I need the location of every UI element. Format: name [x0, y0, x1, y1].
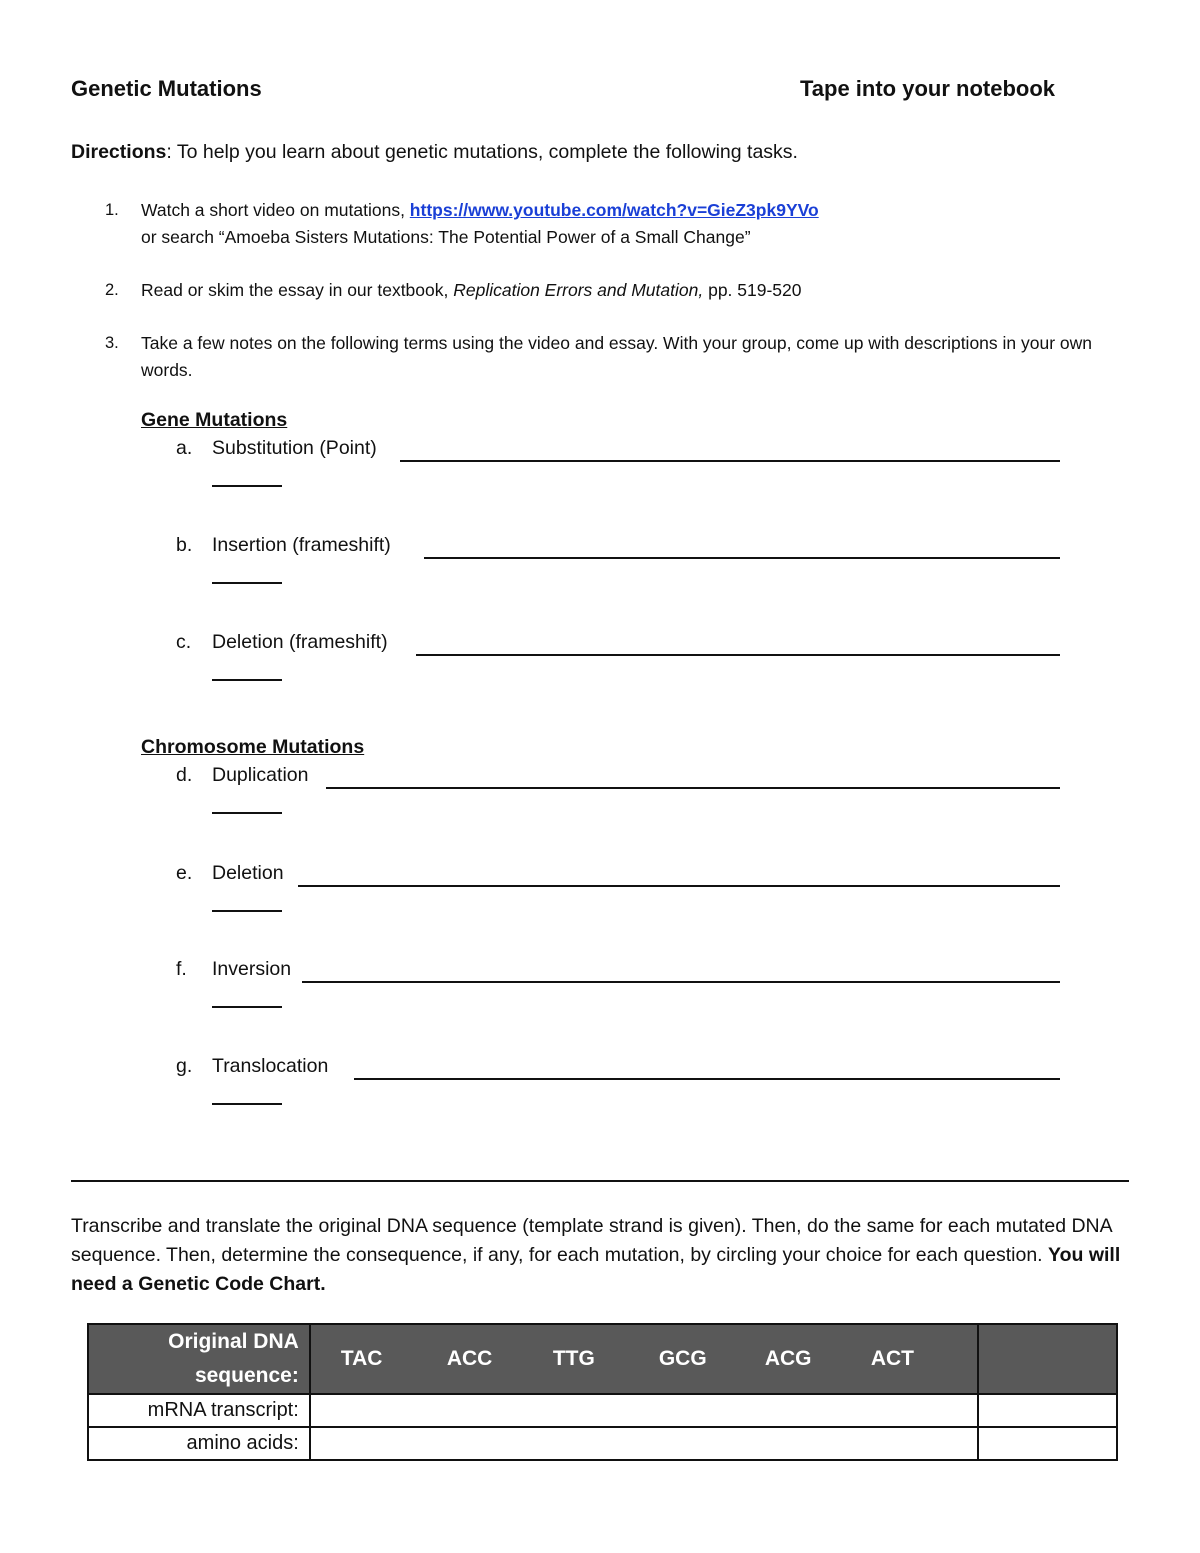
term-label: Deletion (frameshift) [212, 631, 388, 653]
answer-line[interactable] [326, 787, 1060, 789]
header-label-line1: Original DNA [168, 1330, 299, 1353]
term-duplication [176, 764, 1060, 824]
term-letter: b. [176, 534, 193, 556]
answer-line[interactable] [416, 654, 1060, 656]
task-text: Watch a short video on mutations, [141, 200, 410, 220]
answer-line[interactable] [212, 485, 282, 487]
codon-cell [310, 1324, 978, 1394]
term-letter: g. [176, 1055, 193, 1077]
table-row [88, 1394, 1117, 1427]
task-text-search: or search “Amoeba Sisters Mutations: The Potential Power of a Small Change” [141, 227, 751, 247]
answer-cell[interactable] [310, 1427, 978, 1460]
term-label: Insertion (frameshift) [212, 534, 391, 556]
header-note: Tape into your notebook [799, 76, 1055, 101]
term-letter: d. [176, 764, 193, 786]
header-blank-cell [978, 1324, 1117, 1394]
task-number: 2. [105, 281, 119, 299]
task-number: 3. [105, 334, 119, 352]
term-insertion [176, 534, 1060, 594]
answer-line[interactable] [400, 460, 1060, 462]
term-label: Substitution (Point) [212, 437, 377, 459]
instructions-text: Transcribe and translate the original DNA sequence (template strand is given). Then, do the same for each mutated DNA sequence. Then, determine the consequence, if any, for each mutation, by circling your choice for each question. [71, 1215, 1112, 1266]
gene-mutations-title: Gene Mutations [141, 409, 288, 431]
task-item [71, 330, 1131, 384]
row-label: amino acids: [88, 1427, 310, 1460]
answer-line[interactable] [302, 981, 1060, 983]
term-label: Deletion [212, 862, 284, 884]
answer-line[interactable] [212, 582, 282, 584]
header-label-cell [88, 1324, 310, 1394]
answer-line[interactable] [212, 679, 282, 681]
answer-line[interactable] [212, 1006, 282, 1008]
table-header-row [88, 1324, 1117, 1394]
answer-line[interactable] [354, 1078, 1060, 1080]
codon: TAC [340, 1347, 383, 1370]
task-item [71, 277, 1131, 330]
task-text: Read or skim the essay in our textbook, [141, 280, 454, 300]
table-row [88, 1427, 1117, 1460]
task-number: 1. [105, 201, 119, 219]
dna-table [87, 1323, 1118, 1461]
codon: ACC [446, 1347, 493, 1370]
directions [71, 141, 798, 164]
term-inversion [176, 958, 1060, 1018]
answer-cell[interactable] [978, 1394, 1117, 1427]
answer-cell[interactable] [310, 1394, 978, 1427]
term-letter: e. [176, 862, 193, 884]
term-letter: a. [176, 437, 193, 459]
codon: TTG [552, 1347, 595, 1370]
answer-line[interactable] [298, 885, 1060, 887]
instructions-bold: You will need a Genetic Code Chart. [71, 1244, 1121, 1295]
task-pages: pp. 519-520 [703, 280, 802, 300]
answer-line[interactable] [212, 910, 282, 912]
task-list [71, 197, 1131, 384]
answer-line[interactable] [424, 557, 1060, 559]
answer-cell[interactable] [978, 1427, 1117, 1460]
term-letter: f. [176, 958, 187, 980]
term-label: Duplication [212, 764, 309, 786]
row-label: mRNA transcript: [88, 1394, 310, 1427]
term-label: Inversion [212, 958, 292, 980]
term-letter: c. [176, 631, 192, 653]
term-deletion [176, 862, 1060, 922]
section-divider [71, 1180, 1129, 1182]
directions-text: : To help you learn about genetic mutations, complete the following tasks. [166, 141, 798, 163]
chromosome-mutations-title: Chromosome Mutations [141, 736, 365, 758]
codon: GCG [658, 1347, 707, 1370]
term-translocation [176, 1055, 1060, 1115]
task-item [71, 197, 1131, 277]
term-label: Translocation [212, 1055, 329, 1077]
task-text: Take a few notes on the following terms using the video and essay. With your group, come up with descriptions in your own words. [141, 333, 1093, 380]
answer-line[interactable] [212, 812, 282, 814]
term-deletion-frameshift [176, 631, 1060, 691]
answer-line[interactable] [212, 1103, 282, 1105]
page-title: Genetic Mutations [71, 76, 262, 101]
codon: ACT [870, 1347, 914, 1370]
transcribe-instructions [71, 1212, 1131, 1299]
codon: ACG [764, 1347, 812, 1370]
essay-title: Replication Errors and Mutation, [453, 280, 704, 300]
video-link[interactable]: https://www.youtube.com/watch?v=GieZ3pk9YVo [409, 200, 819, 220]
header-label-line2: sequence: [194, 1364, 299, 1387]
directions-label: Directions [71, 141, 167, 163]
term-substitution [176, 437, 1060, 497]
